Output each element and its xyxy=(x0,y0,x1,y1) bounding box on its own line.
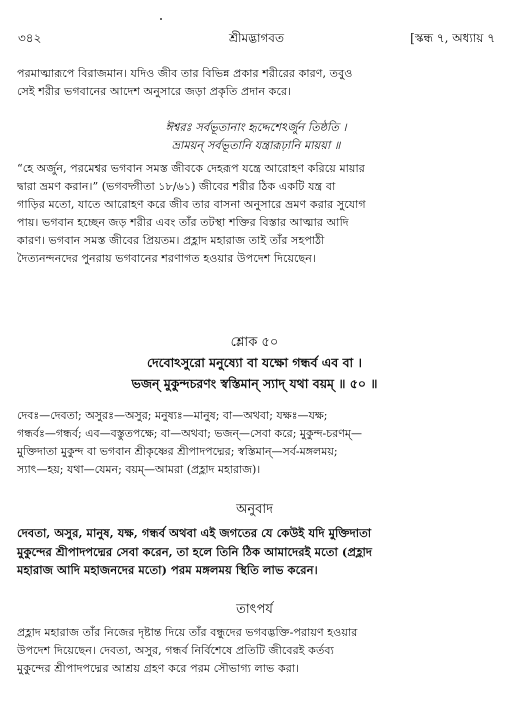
explanation-paragraph xyxy=(17,160,495,268)
gita-quote xyxy=(17,118,495,154)
quote-line: ঈশ্বরঃ সর্বভূতানাং হৃদ্দেশেঽর্জুন তিষ্ঠতি । xyxy=(165,120,347,134)
purport-line: প্রহ্লাদ মহারাজ তাঁর নিজের দৃষ্টান্ত দিয়ে তাঁর বন্ধুদের ভগবদ্ভক্তি-পরায়ণ হওয়ার xyxy=(17,626,358,639)
translation-heading: অনুবাদ xyxy=(236,502,273,517)
running-header xyxy=(18,30,495,48)
synonyms-line: মুক্তিদাতা মুকুন্দ বা ভগবান শ্রীকৃষ্ণের শ্রীপাদপদ্মের; স্বস্তিমান্—সর্ব-মঙ্গলময়; xyxy=(17,445,338,458)
print-speck xyxy=(160,18,162,20)
translation-line: মুকুন্দের শ্রীপাদপদ্মের সেবা করেন, তা হলে তিনি ঠিক আমাদেরই মতো (প্রহ্লাদ xyxy=(17,544,372,559)
purport-line: মুকুন্দের শ্রীপাদপদ্মের আশ্রয় গ্রহণ করে পরম সৌভাগ্য লাভ করা। xyxy=(17,662,300,675)
synonyms-line: স্যাৎ—হয়; যথা—যেমন; বয়ম্—আমরা (প্রহ্লাদ মহারাজ)। xyxy=(17,463,261,476)
explanation-line: “হে অর্জুন, পরমেশ্বর ভগবান সমস্ত জীবকে দেহরূপ যন্ত্রে আরোহণ করিয়ে মায়ার xyxy=(17,162,365,175)
section-reference: [স্কন্ধ ৭, অধ্যায় ৭ xyxy=(410,31,495,45)
word-meanings xyxy=(17,407,495,479)
synonyms-line: গন্ধর্বঃ—গন্ধর্ব; এব—বস্তুতপক্ষে; বা—অথবা; ভজন্—সেবা করে; মুকুন্দ-চরণম্— xyxy=(17,427,363,440)
translation-paragraph xyxy=(17,524,495,580)
explanation-line: গাড়ির মতো, যাতে আরোহণ করে জীব তার বাসনা অনুসারে ভ্রমণ করার সুযোগ xyxy=(17,198,366,211)
synonyms-line: দেবঃ—দেবতা; অসুরঃ—অসুর; মনুষ্যঃ—মানুষ; বা—অথবা; যক্ষঃ—যক্ষ; xyxy=(17,409,328,422)
purport-heading: তাৎপর্য xyxy=(236,602,273,617)
book-title: শ্রীমদ্ভাগবত xyxy=(228,31,284,45)
explanation-line: দ্বারা ভ্রমণ করান।” (ভগবদ্গীতা ১৮/৬১) জীবের শরীর ঠিক একটি যন্ত্র বা xyxy=(17,180,336,193)
explanation-line: দৈত্যনন্দনদের পুনরায় ভগবানের শরণাগত হওয়ার উপদেশ দিয়েছেন। xyxy=(17,252,316,265)
intro-line: পরমাত্মারূপে বিরাজমান। যদিও জীব তার বিভিন্ন প্রকার শরীরের কারণ, তবুও xyxy=(17,67,353,80)
verse-heading: শ্লোক ৫০ xyxy=(230,335,279,350)
quote-line: ভ্রাময়ন্ সর্বভূতানি যন্ত্রারূঢ়ানি মায়য়া ॥ xyxy=(171,138,341,152)
page-number: ৩৪২ xyxy=(18,31,42,45)
verse-line: দেবোঽসুরো মনুষ্যো বা যক্ষো গন্ধর্ব এব বা । xyxy=(147,355,362,370)
intro-paragraph xyxy=(17,65,495,101)
purport-line: উপদেশ দিয়েছেন। দেবতা, অসুর, গন্ধর্ব নির্বিশেষে প্রতিটি জীবেরই কর্তব্য xyxy=(17,644,334,657)
verse-line: ভজন্ মুকুন্দচরণং স্বস্তিমান্ স্যাদ্ যথা বয়ম্ ॥ ৫০ ॥ xyxy=(131,376,378,391)
intro-line: সেই শরীর ভগবানের আদেশ অনুসারে জড়া প্রকৃতি প্রদান করে। xyxy=(17,85,292,98)
sanskrit-verse xyxy=(0,352,509,394)
purport-paragraph xyxy=(17,624,495,678)
explanation-line: কারণ। ভগবান সমস্ত জীবের প্রিয়তম। প্রহ্লাদ মহারাজ তাই তাঁর সহপাঠী xyxy=(17,234,325,247)
translation-line: মহারাজ আদি মহাজনদের মতো) পরম মঙ্গলময় স্থিতি লাভ করেন। xyxy=(17,563,318,577)
explanation-line: পায়। ভগবান হচ্ছেন জড় শরীর এবং তাঁর তটস্থা শক্তির বিস্তার আত্মার আদি xyxy=(17,216,349,229)
translation-line: দেবতা, অসুর, মানুষ, যক্ষ, গন্ধর্ব অথবা এই জগতের যে কেউই যদি মুক্তিদাতা xyxy=(17,526,372,540)
